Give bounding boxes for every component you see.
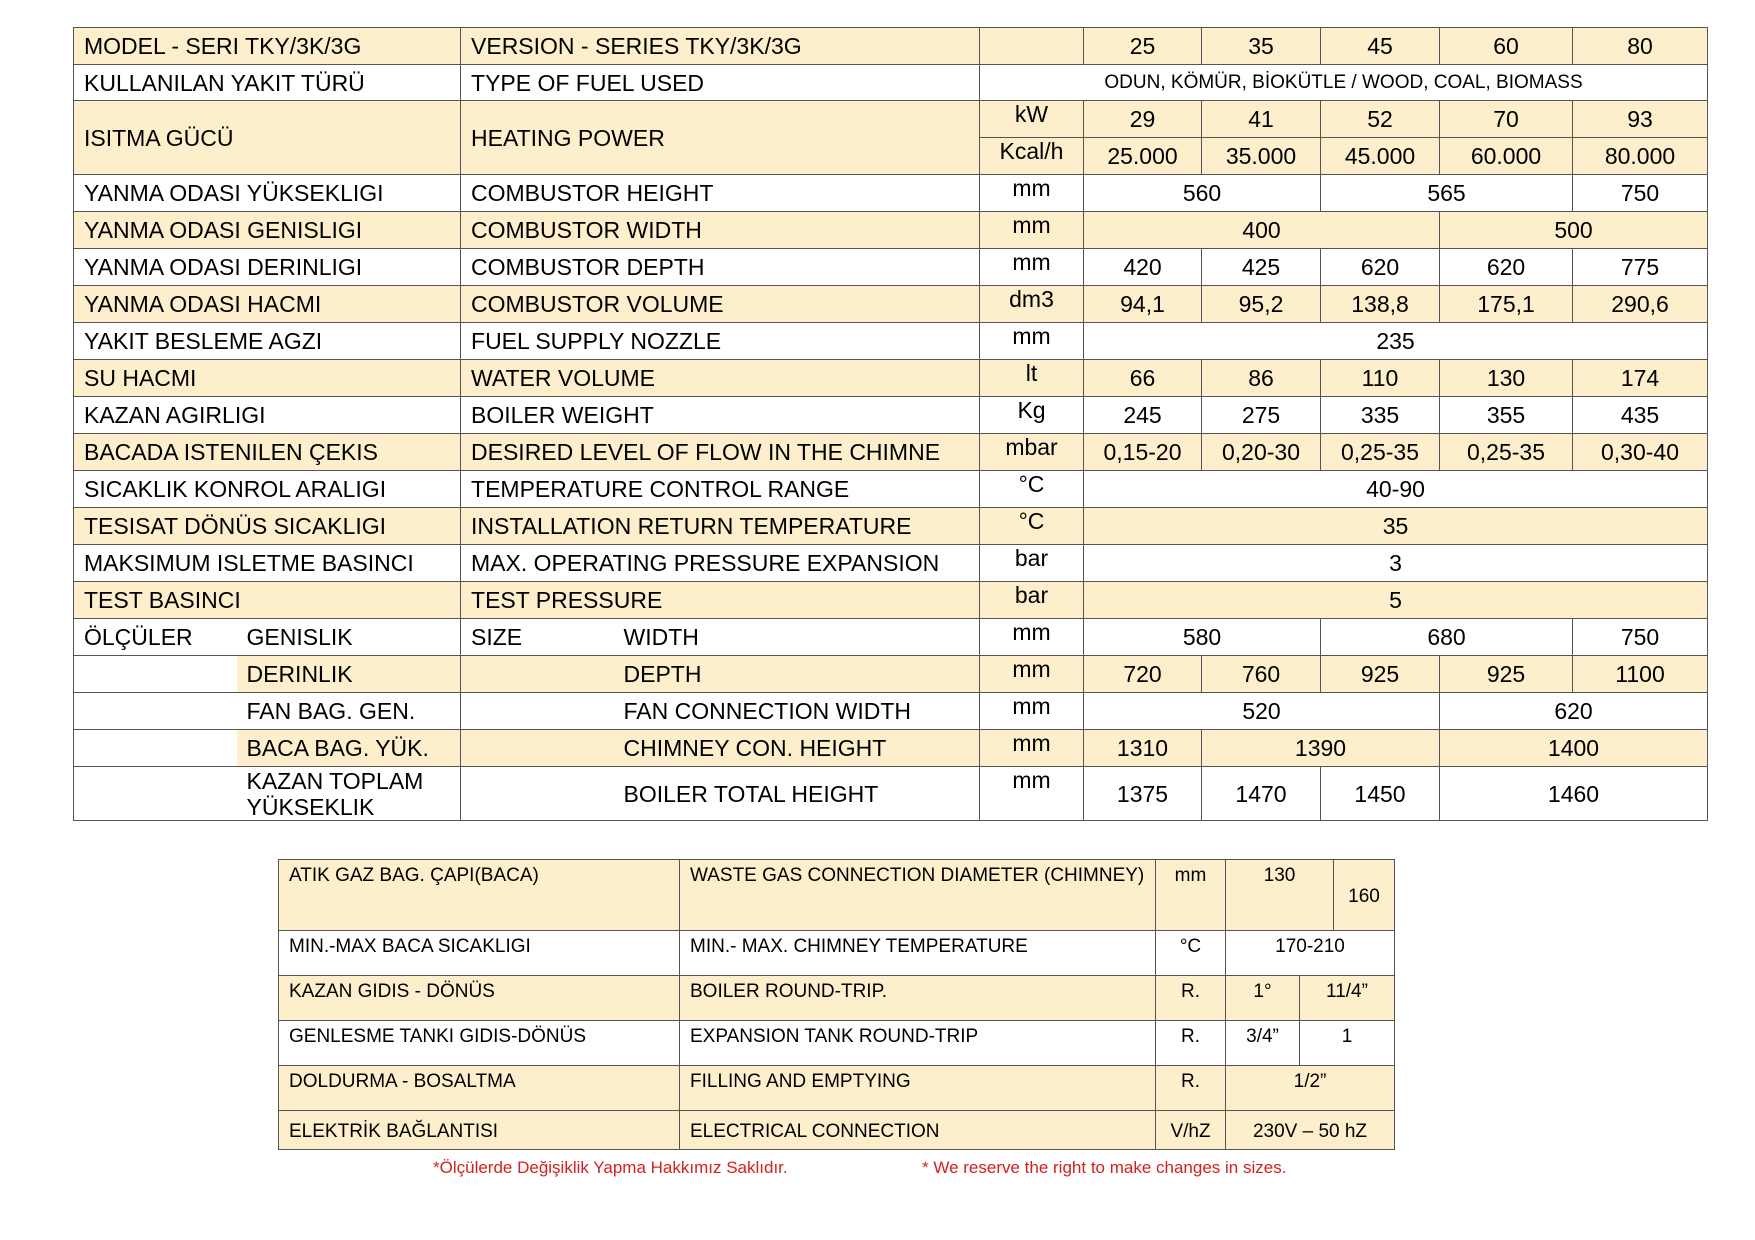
footnote-tr: *Ölçülerde Değişiklik Yapma Hakkımız Saklıdır.	[433, 1158, 788, 1177]
label-tr: BACADA ISTENILEN ÇEKIS	[74, 434, 461, 471]
label-en: COMBUSTOR HEIGHT	[461, 175, 980, 212]
conn-row-expansion	[279, 1021, 1395, 1066]
label-en: COMBUSTOR WIDTH	[461, 212, 980, 249]
value-cell: 290,6	[1573, 286, 1708, 323]
value-cell: 620	[1321, 249, 1440, 286]
value-cell: 11/4”	[1300, 976, 1395, 1021]
model-35: 35	[1202, 28, 1321, 65]
value-cell: 1°	[1226, 976, 1300, 1021]
value-cell: 400	[1084, 212, 1440, 249]
empty-cell	[74, 656, 237, 693]
value-cell: 1	[1300, 1021, 1395, 1066]
unit-cell: lt	[980, 360, 1084, 397]
unit-cell: kW	[980, 101, 1084, 138]
value-cell: 925	[1440, 656, 1573, 693]
value-cell: 3/4”	[1226, 1021, 1300, 1066]
value-cell: 500	[1440, 212, 1708, 249]
label-en: ELECTRICAL CONNECTION	[680, 1111, 1156, 1150]
value-cell: 0,20-30	[1202, 434, 1321, 471]
label-en: TEMPERATURE CONTROL RANGE	[461, 471, 980, 508]
spec-row-combustor-width	[74, 212, 1708, 249]
label-en: TEST PRESSURE	[461, 582, 980, 619]
unit-cell: dm3	[980, 286, 1084, 323]
value-cell: 1310	[1084, 730, 1202, 767]
label-tr: YANMA ODASI HACMI	[74, 286, 461, 323]
value-cell: 0,25-35	[1440, 434, 1573, 471]
unit-cell: mm	[980, 619, 1084, 656]
value-cell: 1460	[1440, 767, 1708, 821]
spec-row-total-height	[74, 767, 1708, 821]
label-tr: MODEL - SERI TKY/3K/3G	[74, 28, 461, 65]
value-cell: 620	[1440, 249, 1573, 286]
empty-cell	[461, 693, 614, 730]
spec-row-fuel	[74, 65, 1708, 101]
conn-row-filling	[279, 1066, 1395, 1111]
label-en: HEATING POWER	[461, 101, 980, 175]
model-60: 60	[1440, 28, 1573, 65]
label-tr: DERINLIK	[237, 656, 461, 693]
value-cell: 235	[1084, 323, 1708, 360]
value-cell: 93	[1573, 101, 1708, 138]
unit-cell: bar	[980, 582, 1084, 619]
value-cell: 95,2	[1202, 286, 1321, 323]
value-cell: 110	[1321, 360, 1440, 397]
value-cell: 80.000	[1573, 138, 1708, 175]
spec-row-size-depth	[74, 656, 1708, 693]
value-cell: 45.000	[1321, 138, 1440, 175]
label-en: COMBUSTOR DEPTH	[461, 249, 980, 286]
value-cell: 760	[1202, 656, 1321, 693]
value-cell: 245	[1084, 397, 1202, 434]
unit-cell: mm	[980, 323, 1084, 360]
model-45: 45	[1321, 28, 1440, 65]
spec-row-heating-kw	[74, 101, 1708, 138]
unit-cell: R.	[1156, 1021, 1226, 1066]
model-25: 25	[1084, 28, 1202, 65]
label-tr: TESISAT DÖNÜS SICAKLIGI	[74, 508, 461, 545]
unit-cell: R.	[1156, 1066, 1226, 1111]
label-tr: MIN.-MAX BACA SICAKLIGI	[279, 931, 680, 976]
conn-row-chimney-temp	[279, 931, 1395, 976]
value-cell: 35.000	[1202, 138, 1321, 175]
spec-row-chimney-height	[74, 730, 1708, 767]
empty-cell	[461, 730, 614, 767]
value-cell: 0,30-40	[1573, 434, 1708, 471]
label-en: DESIRED LEVEL OF FLOW IN THE CHIMNE	[461, 434, 980, 471]
label-en: FAN CONNECTION WIDTH	[614, 693, 980, 730]
unit-cell: mm	[1156, 860, 1226, 931]
value-cell: 435	[1573, 397, 1708, 434]
spec-row-model	[74, 28, 1708, 65]
label-tr: FAN BAG. GEN.	[237, 693, 461, 730]
label-tr: SICAKLIK KONROL ARALIGI	[74, 471, 461, 508]
value-cell: 130	[1440, 360, 1573, 397]
value-cell: 680	[1321, 619, 1573, 656]
value-cell: 25.000	[1084, 138, 1202, 175]
spec-row-temp-range	[74, 471, 1708, 508]
label-en: INSTALLATION RETURN TEMPERATURE	[461, 508, 980, 545]
label-en: MIN.- MAX. CHIMNEY TEMPERATURE	[680, 931, 1156, 976]
label-en: WATER VOLUME	[461, 360, 980, 397]
value-cell: 138,8	[1321, 286, 1440, 323]
value-cell: 60.000	[1440, 138, 1573, 175]
fuel-value: ODUN, KÖMÜR, BİOKÜTLE / WOOD, COAL, BIOMASS	[980, 65, 1708, 101]
spec-row-water-volume	[74, 360, 1708, 397]
spec-row-combustor-depth	[74, 249, 1708, 286]
size-group-en: SIZE	[461, 619, 614, 656]
spec-row-combustor-volume	[74, 286, 1708, 323]
empty-cell	[461, 767, 614, 821]
value-cell: 720	[1084, 656, 1202, 693]
value-cell: 160	[1334, 860, 1395, 931]
label-tr: DOLDURMA - BOSALTMA	[279, 1066, 680, 1111]
empty-cell	[74, 767, 237, 821]
label-tr: YANMA ODASI YÜKSEKLIGI	[74, 175, 461, 212]
label-tr: GENLESME TANKI GIDIS-DÖNÜS	[279, 1021, 680, 1066]
label-en: VERSION - SERIES TKY/3K/3G	[461, 28, 980, 65]
label-en: BOILER WEIGHT	[461, 397, 980, 434]
label-en: CHIMNEY CON. HEIGHT	[614, 730, 980, 767]
label-en: BOILER ROUND-TRIP.	[680, 976, 1156, 1021]
label-tr: KAZAN TOPLAM YÜKSEKLIK	[237, 767, 461, 821]
conn-row-round-trip	[279, 976, 1395, 1021]
spec-row-return-temp	[74, 508, 1708, 545]
label-tr: ELEKTRİK BAĞLANTISI	[279, 1111, 680, 1150]
value-cell: 0,25-35	[1321, 434, 1440, 471]
value-cell: 1470	[1202, 767, 1321, 821]
label-en: WIDTH	[614, 619, 980, 656]
spec-row-max-pressure	[74, 545, 1708, 582]
value-cell: 66	[1084, 360, 1202, 397]
unit-cell: bar	[980, 545, 1084, 582]
value-cell: 1390	[1202, 730, 1440, 767]
value-cell: 86	[1202, 360, 1321, 397]
value-cell: 750	[1573, 619, 1708, 656]
unit-cell: °C	[980, 508, 1084, 545]
spec-row-size-width	[74, 619, 1708, 656]
value-cell: 1400	[1440, 730, 1708, 767]
label-en: WASTE GAS CONNECTION DIAMETER (CHIMNEY)	[680, 860, 1156, 931]
label-tr: YANMA ODASI GENISLIGI	[74, 212, 461, 249]
label-tr: KAZAN AGIRLIGI	[74, 397, 461, 434]
value-cell: 620	[1440, 693, 1708, 730]
value-cell: 560	[1084, 175, 1321, 212]
value-cell: 1450	[1321, 767, 1440, 821]
label-tr: BACA BAG. YÜK.	[237, 730, 461, 767]
label-en: TYPE OF FUEL USED	[461, 65, 980, 101]
conn-row-electrical	[279, 1111, 1395, 1150]
label-tr: ISITMA GÜCÜ	[74, 101, 461, 175]
label-tr: YANMA ODASI DERINLIGI	[74, 249, 461, 286]
unit-cell: mm	[980, 656, 1084, 693]
empty-cell	[461, 656, 614, 693]
label-tr: GENISLIK	[237, 619, 461, 656]
specifications-table	[73, 27, 1708, 821]
footnote-en: * We reserve the right to make changes in sizes.	[922, 1158, 1287, 1177]
unit-cell: mm	[980, 730, 1084, 767]
value-cell: 520	[1084, 693, 1440, 730]
label-tr: KAZAN GIDIS - DÖNÜS	[279, 976, 680, 1021]
empty-cell	[74, 730, 237, 767]
value-cell: 1100	[1573, 656, 1708, 693]
unit-cell	[980, 28, 1084, 65]
value-cell: 335	[1321, 397, 1440, 434]
connections-table	[278, 859, 1395, 1150]
unit-cell: mbar	[980, 434, 1084, 471]
spec-row-boiler-weight	[74, 397, 1708, 434]
unit-cell: °C	[1156, 931, 1226, 976]
label-en: FUEL SUPPLY NOZZLE	[461, 323, 980, 360]
unit-cell: mm	[980, 175, 1084, 212]
spec-row-fuel-nozzle	[74, 323, 1708, 360]
value-cell: 925	[1321, 656, 1440, 693]
label-en: FILLING AND EMPTYING	[680, 1066, 1156, 1111]
value-cell: 52	[1321, 101, 1440, 138]
value-cell: 420	[1084, 249, 1202, 286]
value-cell: 580	[1084, 619, 1321, 656]
spec-row-test-pressure	[74, 582, 1708, 619]
value-cell: 750	[1573, 175, 1708, 212]
unit-cell: mm	[980, 693, 1084, 730]
unit-cell: Kg	[980, 397, 1084, 434]
unit-cell: °C	[980, 471, 1084, 508]
label-tr: YAKIT BESLEME AGZI	[74, 323, 461, 360]
value-cell: 170-210	[1226, 931, 1395, 976]
value-cell: 3	[1084, 545, 1708, 582]
unit-cell: mm	[980, 212, 1084, 249]
label-tr: SU HACMI	[74, 360, 461, 397]
value-cell: 425	[1202, 249, 1321, 286]
label-tr: ATIK GAZ BAG. ÇAPI(BACA)	[279, 860, 680, 931]
value-cell: 5	[1084, 582, 1708, 619]
spec-row-fan-width	[74, 693, 1708, 730]
label-tr: TEST BASINCI	[74, 582, 461, 619]
value-cell: 565	[1321, 175, 1573, 212]
label-en: EXPANSION TANK ROUND-TRIP	[680, 1021, 1156, 1066]
unit-cell: R.	[1156, 976, 1226, 1021]
value-cell: 40-90	[1084, 471, 1708, 508]
value-cell: 175,1	[1440, 286, 1573, 323]
value-cell: 94,1	[1084, 286, 1202, 323]
label-en: BOILER TOTAL HEIGHT	[614, 767, 980, 821]
empty-cell	[74, 693, 237, 730]
value-cell: 1375	[1084, 767, 1202, 821]
value-cell: 29	[1084, 101, 1202, 138]
size-group-tr: ÖLÇÜLER	[74, 619, 237, 656]
value-cell: 230V – 50 hZ	[1226, 1111, 1395, 1150]
label-en: DEPTH	[614, 656, 980, 693]
label-en: COMBUSTOR VOLUME	[461, 286, 980, 323]
spec-row-chimney-flow	[74, 434, 1708, 471]
label-tr: KULLANILAN YAKIT TÜRÜ	[74, 65, 461, 101]
unit-cell: V/hZ	[1156, 1111, 1226, 1150]
value-cell: 41	[1202, 101, 1321, 138]
value-cell: 70	[1440, 101, 1573, 138]
spec-row-combustor-height	[74, 175, 1708, 212]
value-cell: 775	[1573, 249, 1708, 286]
value-cell: 0,15-20	[1084, 434, 1202, 471]
value-cell: 174	[1573, 360, 1708, 397]
label-en: MAX. OPERATING PRESSURE EXPANSION	[461, 545, 980, 582]
value-cell: 1/2”	[1226, 1066, 1395, 1111]
value-cell: 130	[1226, 860, 1334, 931]
model-80: 80	[1573, 28, 1708, 65]
value-cell: 355	[1440, 397, 1573, 434]
unit-cell: mm	[980, 249, 1084, 286]
unit-cell: mm	[980, 767, 1084, 821]
value-cell: 35	[1084, 508, 1708, 545]
label-tr: MAKSIMUM ISLETME BASINCI	[74, 545, 461, 582]
conn-row-waste-gas	[279, 860, 1395, 931]
unit-cell: Kcal/h	[980, 138, 1084, 175]
value-cell: 275	[1202, 397, 1321, 434]
